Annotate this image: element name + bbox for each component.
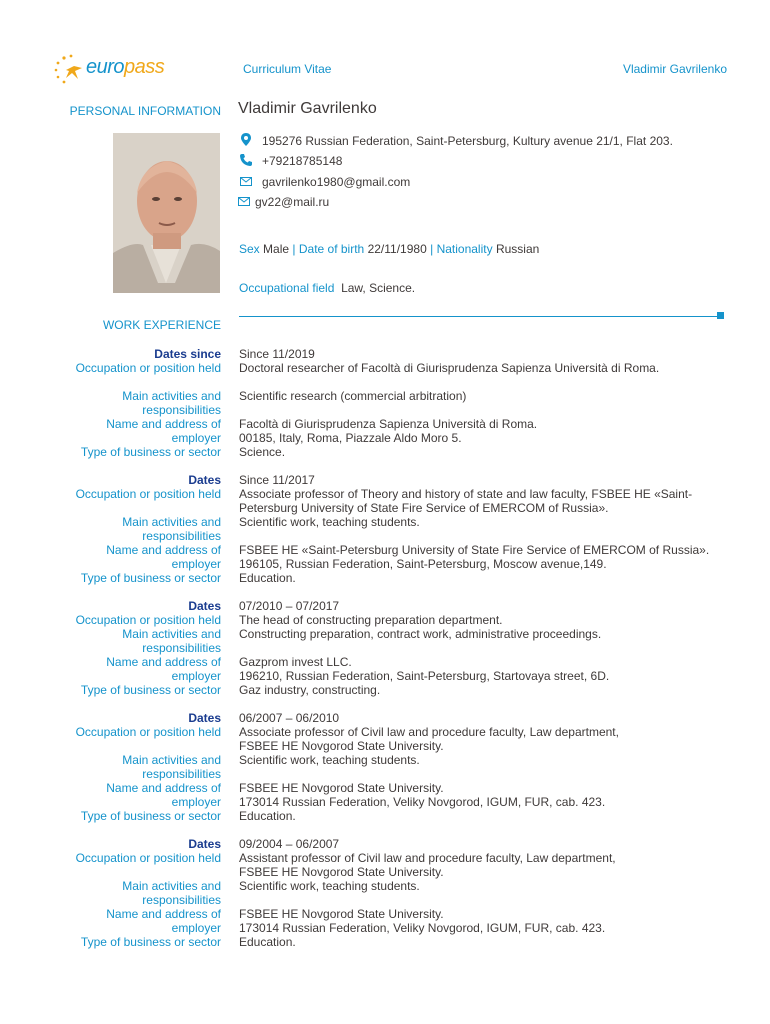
dates-value: 07/2010 – 07/2017 [239,599,340,613]
phone-text[interactable]: +79218785148 [262,154,343,168]
employer-value: Facoltà di Giurisprudenza Sapienza Università di Roma. [239,417,538,431]
activities-value: Scientific work, teaching students. [239,753,420,767]
business-sector-label: Type of business or sector [80,571,221,585]
employer-label-cont: employer [171,669,221,683]
occupation-value: The head of constructing preparation department. [239,613,503,627]
business-sector-label: Type of business or sector [80,935,221,949]
employer-value: 173014 Russian Federation, Veliky Novgorod, IGUM, FUR, cab. 423. [239,795,606,809]
business-sector-value: Education. [239,571,296,585]
employer-value: 196105, Russian Federation, Saint-Petersburg, Moscow avenue,149. [239,557,607,571]
header-owner-name: Vladimir Gavrilenko [622,62,727,76]
employer-label-cont: employer [171,921,221,935]
occupation-value: Petersburg University of State Fire Service of EMERCOM of Russia». [239,501,609,515]
nationality-value: Russian [495,242,540,256]
occupational-field-label: Occupational field [239,281,335,295]
dates-label: Dates [188,473,221,487]
personal-details-line [239,242,539,256]
main-activities-label-cont: responsibilities [142,403,221,417]
email2-row [237,194,329,210]
main-activities-label-cont: responsibilities [142,529,221,543]
main-activities-label-cont: responsibilities [142,641,221,655]
employer-label: Name and address of [106,655,221,669]
employer-value: Gazprom invest LLC. [239,655,352,669]
nationality-label: Nationality [436,242,493,256]
employer-value: 00185, Italy, Roma, Piazzale Aldo Moro 5. [239,431,462,445]
europass-logo [52,52,172,88]
section-divider [239,316,717,317]
dob-label: Date of birth [298,242,365,256]
location-pin-icon [239,133,253,149]
main-activities-label-cont: responsibilities [142,767,221,781]
employer-value: FSBEE HE Novgorod State University. [239,781,444,795]
occupation-value: FSBEE HE Novgorod State University. [239,739,444,753]
dates-value: 06/2007 – 06/2010 [239,711,340,725]
personal-info-label: PERSONAL INFORMATION [69,104,221,118]
employer-value: 196210, Russian Federation, Saint-Petersburg, Startovaya street, 6D. [239,669,610,683]
dates-value: Since 11/2017 [239,473,315,487]
employer-label-cont: employer [171,557,221,571]
europass-wordmark: europass [86,56,165,78]
main-activities-label: Main activities and [122,627,221,641]
occupation-value: FSBEE HE Novgorod State University. [239,865,444,879]
person-name: Vladimir Gavrilenko [238,100,377,117]
employer-label-cont: employer [171,431,221,445]
occupational-field-value: Law, Science. [341,281,416,295]
business-sector-label: Type of business or sector [80,809,221,823]
work-experience-label: WORK EXPERIENCE [102,318,221,332]
phone-row [239,153,342,169]
occupation-value: Doctoral researcher of Facoltà di Giurisprudenza Sapienza Università di Roma. [239,361,660,375]
dates-label: Dates since [154,347,221,361]
main-activities-label: Main activities and [122,753,221,767]
europass-stars-icon [52,52,88,86]
email1-row [239,174,410,190]
separator: | [292,242,296,256]
employer-value: 173014 Russian Federation, Veliky Novgorod, IGUM, FUR, cab. 423. [239,921,606,935]
sex-label: Sex [239,242,260,256]
activities-value: Scientific work, teaching students. [239,515,420,529]
occupation-label: Occupation or position held [75,613,221,627]
occupation-label: Occupation or position held [75,361,221,375]
activities-value: Scientific research (commercial arbitration) [239,389,467,403]
phone-icon [239,154,253,169]
main-activities-label: Main activities and [122,879,221,893]
dates-value: 09/2004 – 06/2007 [239,837,340,851]
occupation-label: Occupation or position held [75,725,221,739]
occupation-value: Associate professor of Theory and history of state and law faculty, FSBEE HE «Saint- [239,487,693,501]
separator: | [430,242,434,256]
employer-label: Name and address of [106,543,221,557]
dates-label: Dates [188,711,221,725]
dates-label: Dates [188,599,221,613]
dates-value: Since 11/2019 [239,347,315,361]
profile-photo [113,133,220,293]
business-sector-value: Education. [239,935,296,949]
business-sector-value: Science. [239,445,286,459]
email1-text[interactable]: gavrilenko1980@gmail.com [262,175,411,189]
business-sector-value: Gaz industry, constructing. [239,683,381,697]
main-activities-label-cont: responsibilities [142,893,221,907]
business-sector-value: Education. [239,809,296,823]
employer-label-cont: employer [171,795,221,809]
occupation-label: Occupation or position held [75,851,221,865]
business-sector-label: Type of business or sector [80,683,221,697]
doc-title: Curriculum Vitae [243,62,332,76]
email2-text[interactable]: gv22@mail.ru [255,195,330,209]
employer-label: Name and address of [106,781,221,795]
email-icon [237,195,251,209]
activities-value: Scientific work, teaching students. [239,879,420,893]
main-activities-label: Main activities and [122,515,221,529]
employer-value: FSBEE HE «Saint-Petersburg University of State Fire Service of EMERCOM of Russia». [239,543,710,557]
employer-label: Name and address of [106,417,221,431]
dob-value: 22/11/1980 [367,242,427,256]
address-text: 195276 Russian Federation, Saint-Petersburg, Kultury avenue 21/1, Flat 203. [262,134,673,148]
dates-label: Dates [188,837,221,851]
address-row [239,133,673,149]
employer-value: FSBEE HE Novgorod State University. [239,907,444,921]
main-activities-label: Main activities and [122,389,221,403]
employer-label: Name and address of [106,907,221,921]
business-sector-label: Type of business or sector [80,445,221,459]
email-icon [239,175,253,189]
sex-value: Male [263,242,290,256]
section-divider-end [717,312,724,319]
occupation-value: Assistant professor of Civil law and procedure faculty, Law department, [239,851,616,865]
activities-value: Constructing preparation, contract work, administrative proceedings. [239,627,602,641]
occupational-field-line [239,281,415,295]
occupation-label: Occupation or position held [75,487,221,501]
occupation-value: Associate professor of Civil law and procedure faculty, Law department, [239,725,619,739]
